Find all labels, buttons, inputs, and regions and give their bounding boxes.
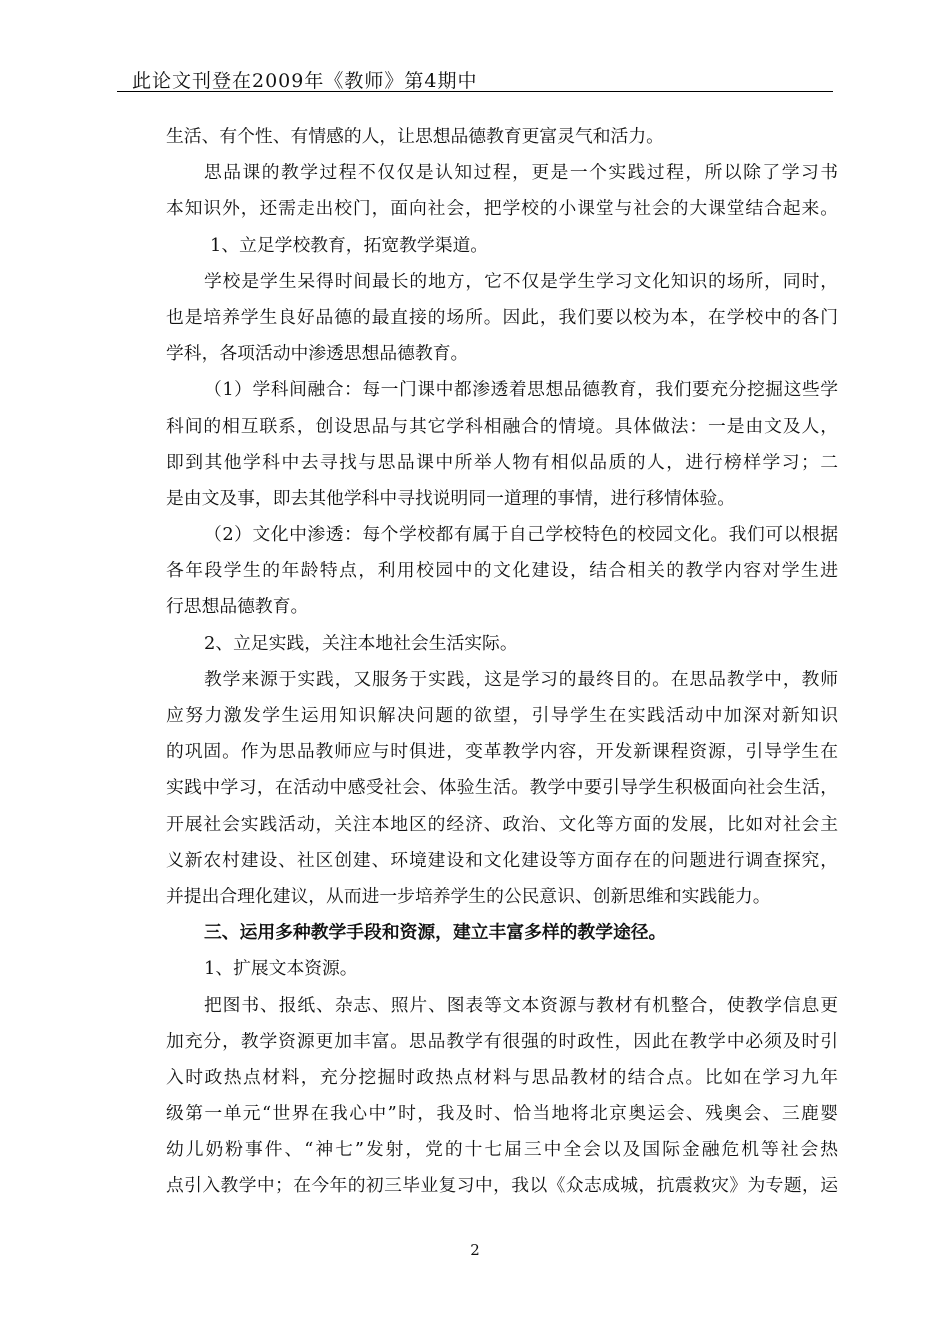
text-line: 1、立足学校教育，拓宽教学渠道。 xyxy=(210,234,489,256)
text-line: 1、扩展文本资源。 xyxy=(204,958,358,980)
text-line: 级第一单元“世界在我心中”时，我及时、恰当地将北京奥运会、残奥会、三鹿婴 xyxy=(166,1103,838,1125)
page-header: 此论文刊登在2009年《教师》第4期中 xyxy=(132,70,478,92)
text-line: （2）文化中渗透：每个学校都有属于自己学校特色的校园文化。我们可以根据 xyxy=(204,524,838,546)
text-line: 并提出合理化建议，从而进一步培养学生的公民意识、创新思维和实践能力。 xyxy=(166,885,771,907)
text-line: 点引入教学中；在今年的初三毕业复习中，我以《众志成城，抗震救灾》为专题，运 xyxy=(166,1175,838,1197)
text-line: 行思想品德教育。 xyxy=(166,596,309,618)
text-line: 即到其他学科中去寻找与思品课中所举人物有相似品质的人，进行榜样学习；二 xyxy=(166,451,838,473)
text-line: 把图书、报纸、杂志、照片、图表等文本资源与教材有机整合，使教学信息更 xyxy=(204,994,838,1016)
text-line: 各年段学生的年龄特点，利用校园中的文化建设，结合相关的教学内容对学生进 xyxy=(166,560,838,582)
text-line: 是由文及事，即去其他学科中寻找说明同一道理的事情，进行移情体验。 xyxy=(166,487,736,509)
text-line: 也是培养学生良好品德的最直接的场所。因此，我们要以校为本，在学校中的各门 xyxy=(166,306,838,328)
text-line: 本知识外，还需走出校门，面向社会，把学校的小课堂与社会的大课堂结合起来。 xyxy=(166,198,838,220)
text-line: 科间的相互联系，创设思品与其它学科相融合的情境。具体做法：一是由文及人， xyxy=(166,415,838,437)
text-line: 入时政热点材料，充分挖掘时政热点材料与思品教材的结合点。比如在学习九年 xyxy=(166,1066,838,1088)
text-line: 加充分，教学资源更加丰富。思品教学有很强的时政性，因此在教学中必须及时引 xyxy=(166,1030,838,1052)
text-line: 开展社会实践活动，关注本地区的经济、政治、文化等方面的发展，比如对社会主 xyxy=(166,813,838,835)
page-number: 2 xyxy=(470,1241,480,1259)
section-heading-line: 三、运用多种教学手段和资源，建立丰富多样的教学途径。 xyxy=(204,922,667,944)
text-line: 学科，各项活动中渗透思想品德教育。 xyxy=(166,343,469,365)
text-line: 学校是学生呆得时间最长的地方，它不仅是学生学习文化知识的场所，同时， xyxy=(204,270,838,292)
header-divider xyxy=(117,91,833,92)
text-line: 应努力激发学生运用知识解决问题的欲望，引导学生在实践活动中加深对新知识 xyxy=(166,705,838,726)
text-line: 教学来源于实践，又服务于实践，这是学习的最终目的。在思品教学中，教师 xyxy=(204,668,838,690)
text-line: 的巩固。作为思品教师应与时俱进，变革教学内容，开发新课程资源，引导学生在 xyxy=(166,741,838,763)
text-line: 2、立足实践，关注本地社会生活实际。 xyxy=(204,632,518,654)
text-line: 幼儿奶粉事件、“神七”发射，党的十七届三中全会以及国际金融危机等社会热 xyxy=(166,1139,838,1161)
text-line: 思品课的教学过程不仅仅是认知过程，更是一个实践过程，所以除了学习书 xyxy=(204,162,838,184)
text-line: 生活、有个性、有情感的人，让思想品德教育更富灵气和活力。 xyxy=(166,126,664,147)
text-line: 实践中学习，在活动中感受社会、体验生活。教学中要引导学生积极面向社会生活， xyxy=(166,777,838,799)
text-line: （1）学科间融合：每一门课中都渗透着思想品德教育，我们要充分挖掘这些学 xyxy=(204,379,838,401)
document-body xyxy=(166,119,838,1205)
text-line: 义新农村建设、社区创建、环境建设和文化建设等方面存在的问题进行调查探究， xyxy=(166,849,838,871)
